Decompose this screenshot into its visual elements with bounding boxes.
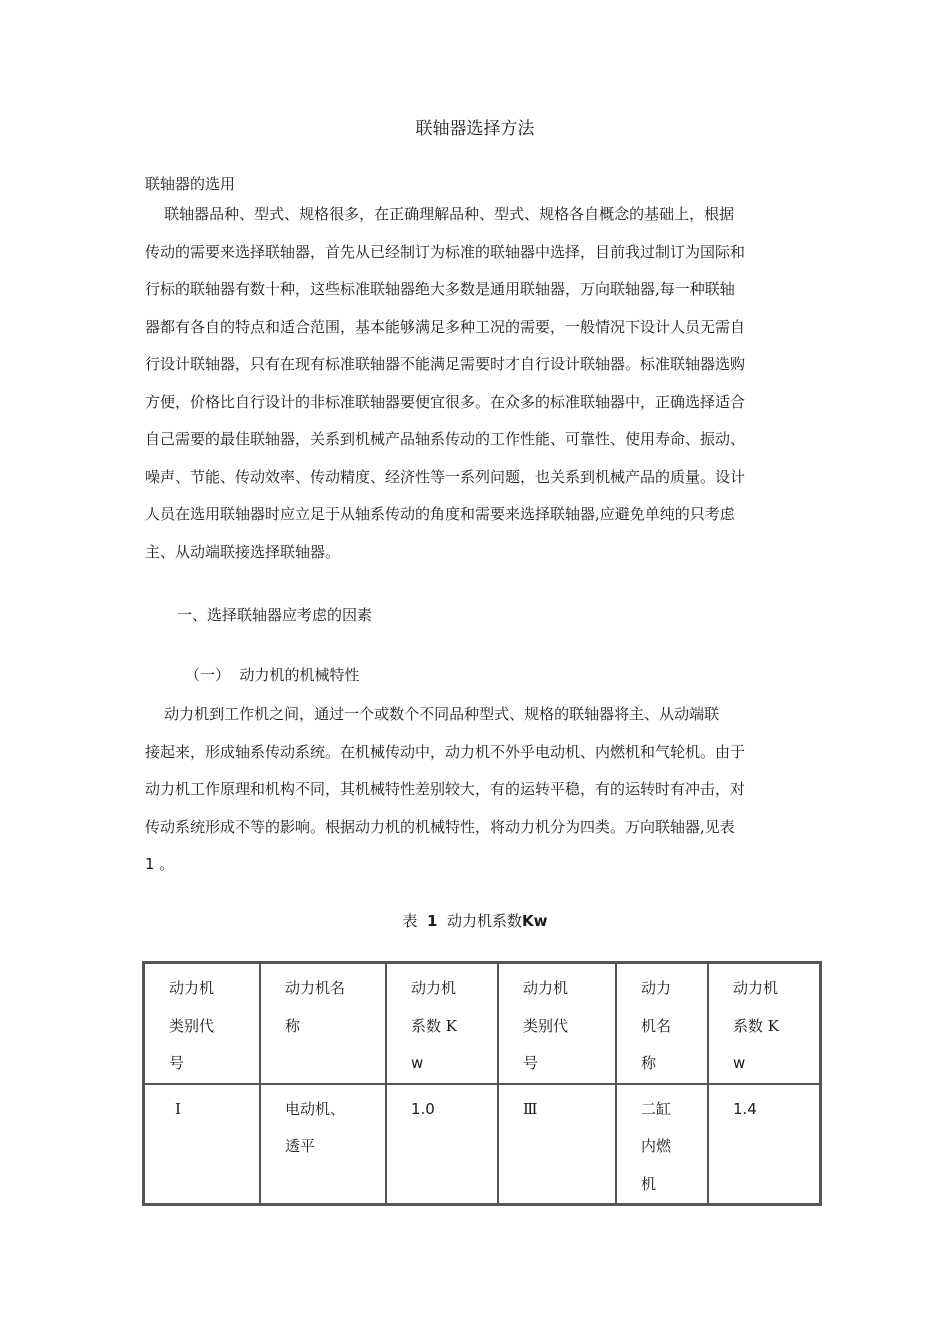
table-cell: 1.4 <box>708 1084 820 1205</box>
header-cell: 动力机 系数 K w <box>386 963 498 1084</box>
paragraph-line: 传动系统形成不等的影响。根据动力机的机械特性，将动力机分为四类。万向联轴器,见表 <box>145 817 735 836</box>
paragraph-line: 噪声、节能、传动效率、传动精度、经济性等一系列问题，也关系到机械产品的质量。设计 <box>145 467 746 486</box>
paragraph-line: 方便，价格比自行设计的非标准联轴器要便宜很多。在众多的标准联轴器中，正确选择适合 <box>145 392 746 411</box>
intro-paragraph <box>145 196 808 571</box>
table-cell: Ⅲ <box>498 1084 616 1205</box>
table-row <box>144 1084 820 1205</box>
paragraph-line: 主、从动端联接选择联轴器。 <box>145 542 341 561</box>
table-cell: 二缸 内燃 机 <box>616 1084 708 1205</box>
table-caption <box>0 910 950 931</box>
motor-coefficient-table <box>142 961 822 1206</box>
heading-factors: 一、选择联轴器应考虑的因素 <box>177 606 373 624</box>
paragraph-line: 接起来，形成轴系传动系统。在机械传动中，动力机不外乎电动机、内燃机和气轮机。由于 <box>145 742 746 761</box>
table-cell: 电动机、 透平 <box>260 1084 386 1205</box>
table-cell: Ⅰ <box>144 1084 260 1205</box>
header-cell: 动力机 系数 K w <box>708 963 820 1084</box>
paragraph-line: 行标的联轴器有数十种，这些标准联轴器绝大多数是通用联轴器，万向联轴器,每一种联轴 <box>145 280 735 298</box>
caption-symbol: Kw <box>522 912 548 930</box>
caption-prefix: 表 <box>402 912 418 930</box>
caption-number: 1 <box>427 912 438 930</box>
document-title: 联轴器选择方法 <box>415 119 535 139</box>
table-cell: 1.0 <box>386 1084 498 1205</box>
paragraph-line: 人员在选用联轴器时应立足于从轴系传动的角度和需要来选择联轴器,应避免单纯的只考虑 <box>145 505 735 523</box>
paragraph-line: 动力机工作原理和机构不同，其机械特性差别较大，有的运转平稳，有的运转时有冲击，对 <box>145 780 746 798</box>
paragraph-line: 自己需要的最佳联轴器，关系到机械产品轴系传动的工作性能、可靠性、使用寿命、振动、 <box>145 430 746 448</box>
section-heading: 联轴器的选用 <box>145 175 236 193</box>
caption-text: 动力机系数 <box>447 912 523 930</box>
paragraph-line: 传动的需要来选择联轴器，首先从已经制订为标准的联轴器中选择，目前我过制订为国际和 <box>145 242 746 261</box>
header-cell: 动力机 类别代 号 <box>144 963 260 1084</box>
body-paragraph <box>145 696 808 884</box>
paragraph-line: 器都有各自的特点和适合范围，基本能够满足多种工况的需要，一般情况下设计人员无需自 <box>145 317 746 336</box>
header-cell: 动力 机名 称 <box>616 963 708 1084</box>
paragraph-line: 动力机到工作机之间，通过一个或数个不同品种型式、规格的联轴器将主、从动端联 <box>145 705 720 723</box>
header-cell: 动力机名 称 <box>260 963 386 1084</box>
paragraph-line: 行设计联轴器，只有在现有标准联轴器不能满足需要时才自行设计联轴器。标准联轴器选购 <box>145 355 746 373</box>
heading-motor-characteristics: （一） 动力机的机械特性 <box>185 666 360 684</box>
paragraph-line: 1 。 <box>145 855 175 873</box>
paragraph-line: 联轴器品种、型式、规格很多，在正确理解品种、型式、规格各自概念的基础上，根据 <box>145 205 735 223</box>
header-cell: 动力机 类别代 号 <box>498 963 616 1084</box>
table-header-row <box>144 963 820 1084</box>
